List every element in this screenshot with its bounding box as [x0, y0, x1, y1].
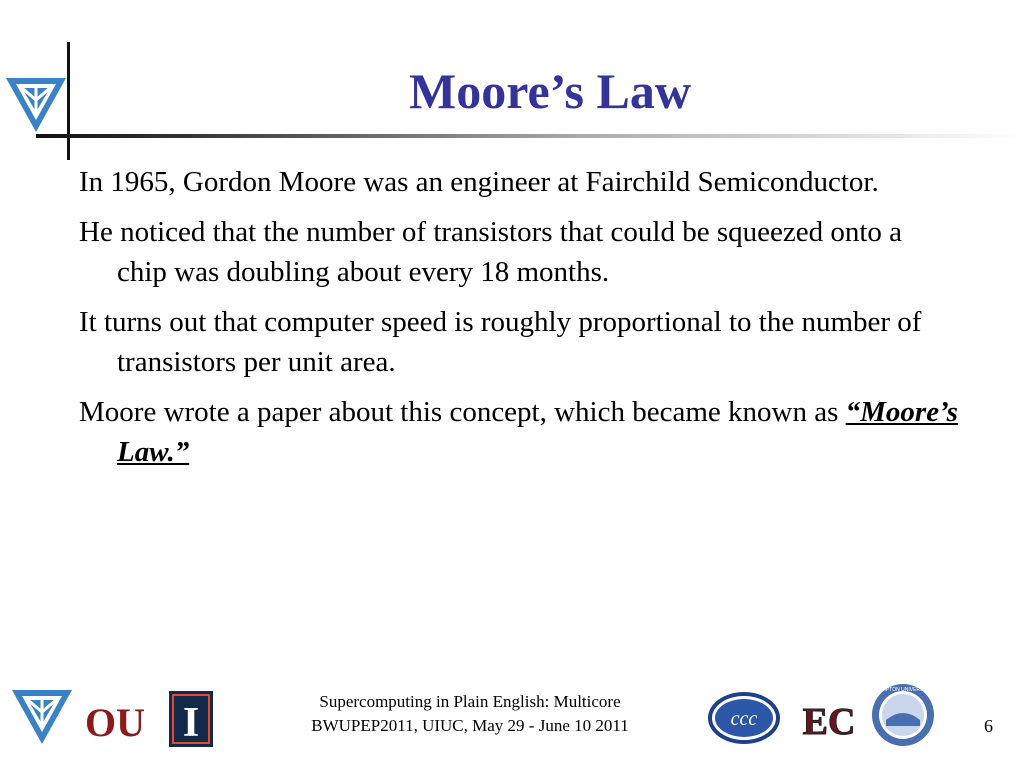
oscer-footer-logo-icon	[10, 688, 74, 746]
bullet-paragraph: In 1965, Gordon Moore was an engineer at Fairchild Semiconductor.	[79, 166, 879, 198]
ccc-logo-icon	[706, 690, 782, 746]
ou-logo-icon	[85, 686, 145, 748]
illinois-logo-text: I	[182, 700, 200, 746]
hampton-seal-text: HAMPTON UNIVERSITY	[874, 687, 932, 693]
title-horizontal-rule	[36, 134, 1024, 138]
ec-logo-text: EC	[802, 701, 856, 743]
bullet-text: Moore wrote a paper about this concept, which became known as	[79, 396, 846, 428]
moores-law-emphasis: “Moore’s Law.”	[117, 396, 958, 468]
slide-body	[79, 162, 959, 482]
slide-number: 6	[984, 716, 993, 736]
footer-text	[270, 690, 670, 738]
bullet-paragraph: He noticed that the number of transistors that could be squeezed onto a chip was doubling about every 18 months.	[79, 216, 903, 288]
ou-logo-text: OU	[85, 700, 145, 745]
slide-title: Moore’s Law	[409, 63, 691, 119]
title-vertical-rule	[67, 42, 70, 160]
hampton-university-seal-icon	[870, 682, 936, 748]
oscer-logo-icon	[4, 76, 68, 134]
bullet-paragraph: It turns out that computer speed is roughly proportional to the number of transistors per unit area.	[79, 306, 922, 378]
ec-logo-icon	[804, 688, 854, 746]
bullet-paragraph	[79, 392, 959, 472]
ccc-logo-text: ccc	[730, 708, 758, 730]
footer-line-2: BWUPEP2011, UIUC, May 29 - June 10 2011	[311, 716, 629, 735]
footer-line-1: Supercomputing in Plain English: Multicore	[319, 692, 621, 711]
illinois-logo-icon	[168, 690, 214, 748]
